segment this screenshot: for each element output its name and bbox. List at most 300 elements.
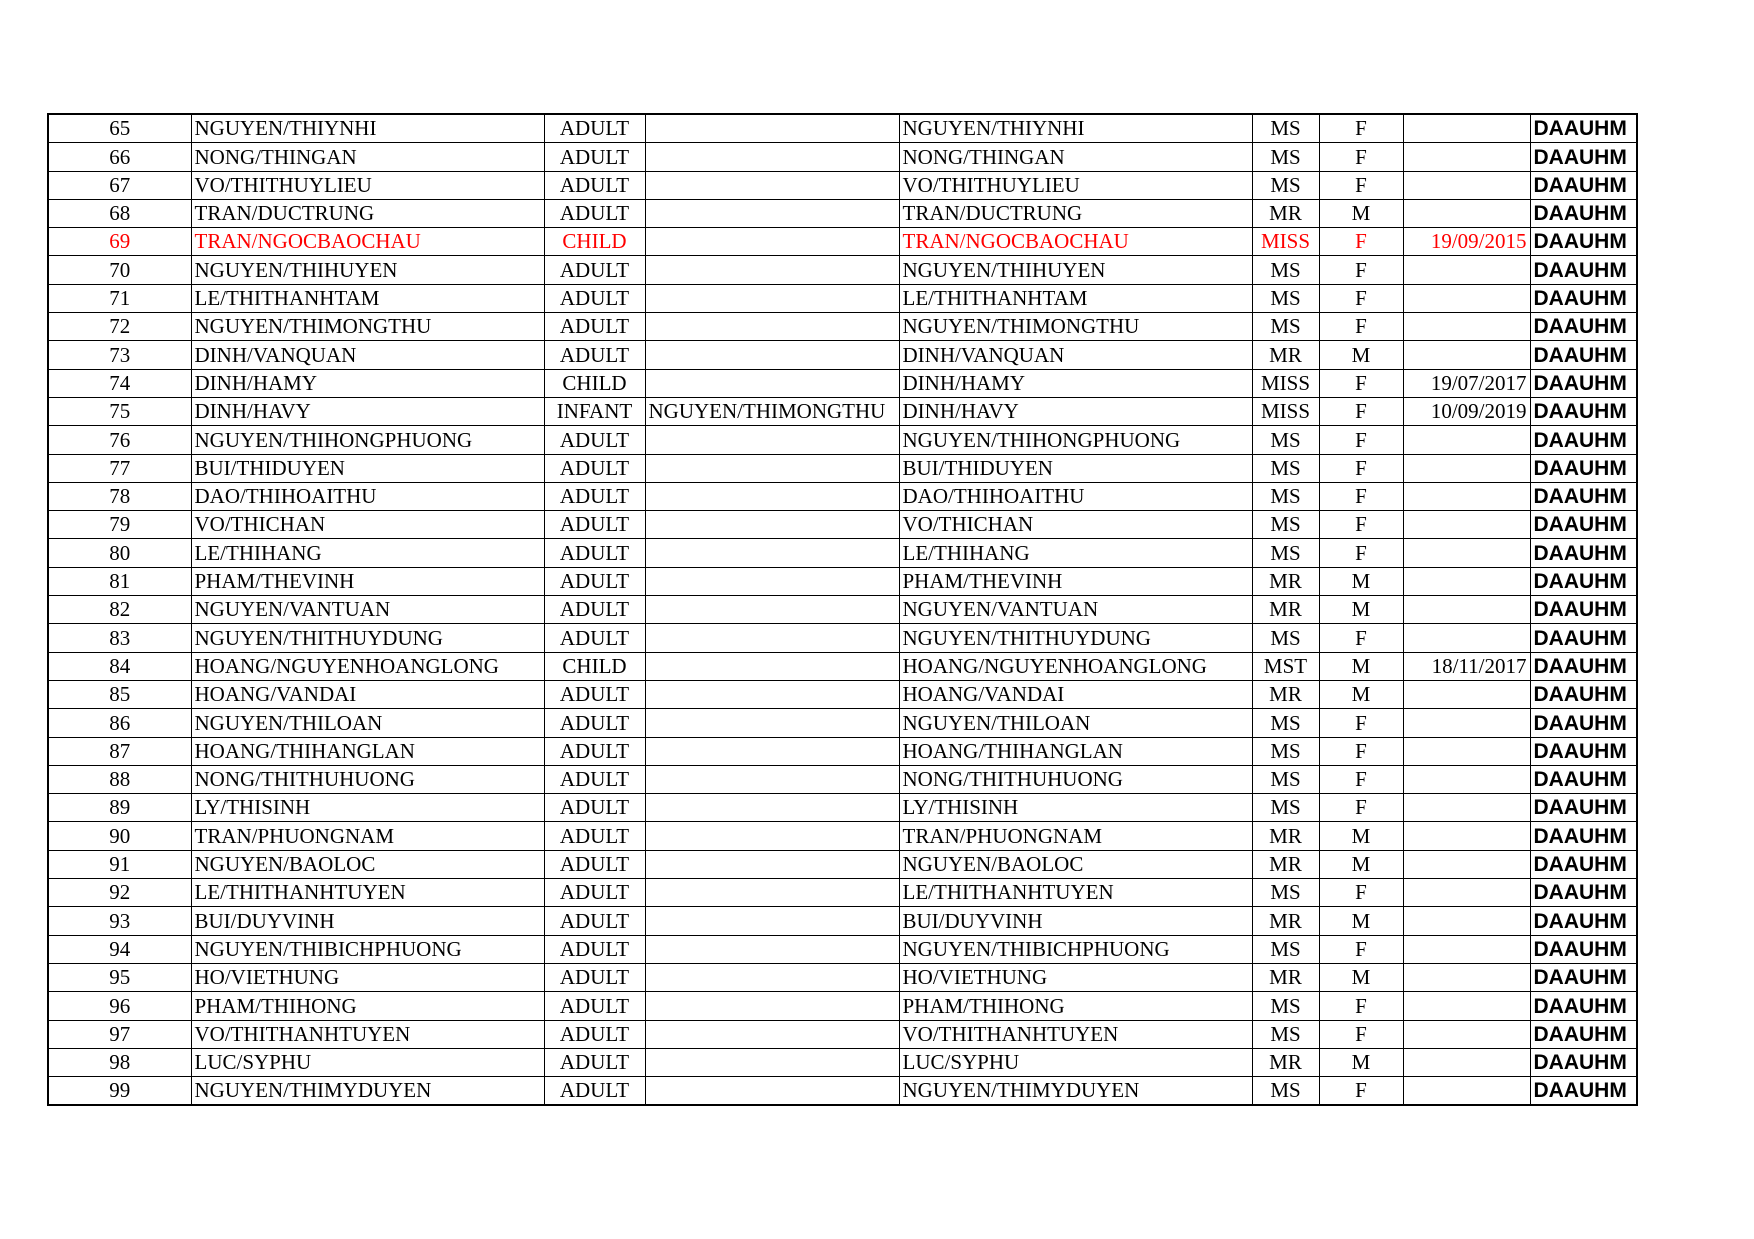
date-of-birth-cell [1403,1048,1530,1076]
passenger-gender-cell: M [1319,199,1403,227]
passenger-gender-cell: F [1319,369,1403,397]
accompanying-adult-cell [645,935,899,963]
accompanying-adult-cell [645,256,899,284]
passenger-name-repeat-cell: LE/THITHANHTUYEN [899,879,1252,907]
passenger-type-cell: ADULT [544,765,645,793]
accompanying-adult-cell [645,369,899,397]
date-of-birth-cell [1403,313,1530,341]
passenger-name-repeat-cell: DINH/HAMY [899,369,1252,397]
date-of-birth-cell [1403,341,1530,369]
table-row [48,794,1637,822]
passenger-name-repeat-cell: NGUYEN/BAOLOC [899,850,1252,878]
row-number-cell: 71 [48,284,191,312]
table-row [48,114,1637,143]
date-of-birth-cell [1403,737,1530,765]
passenger-name-repeat-cell: DINH/HAVY [899,397,1252,425]
table-row [48,567,1637,595]
table-row [48,907,1637,935]
passenger-name-repeat-cell: LE/THITHANHTAM [899,284,1252,312]
passenger-type-cell: ADULT [544,1048,645,1076]
date-of-birth-cell [1403,624,1530,652]
row-number-cell: 97 [48,1020,191,1048]
passenger-type-cell: ADULT [544,850,645,878]
passenger-gender-cell: M [1319,822,1403,850]
passenger-name-cell: VO/THICHAN [191,511,544,539]
booking-code-cell: DAAUHM [1530,511,1637,539]
table-row [48,1048,1637,1076]
table-row [48,482,1637,510]
row-number-cell: 86 [48,709,191,737]
row-number-cell: 92 [48,879,191,907]
accompanying-adult-cell [645,171,899,199]
booking-code-cell: DAAUHM [1530,397,1637,425]
passenger-table-body [48,114,1637,1105]
accompanying-adult-cell [645,539,899,567]
accompanying-adult-cell [645,454,899,482]
passenger-name-cell: LE/THITHANHTAM [191,284,544,312]
passenger-title-cell: MS [1252,256,1319,284]
passenger-name-cell: LE/THITHANHTUYEN [191,879,544,907]
table-row [48,992,1637,1020]
passenger-name-repeat-cell: LY/THISINH [899,794,1252,822]
date-of-birth-cell: 10/09/2019 [1403,397,1530,425]
accompanying-adult-cell [645,963,899,991]
date-of-birth-cell [1403,482,1530,510]
passenger-name-cell: TRAN/PHUONGNAM [191,822,544,850]
passenger-name-cell: VO/THITHUYLIEU [191,171,544,199]
booking-code-cell: DAAUHM [1530,822,1637,850]
passenger-name-cell: NGUYEN/THILOAN [191,709,544,737]
passenger-title-cell: MS [1252,879,1319,907]
row-number-cell: 69 [48,228,191,256]
booking-code-cell: DAAUHM [1530,992,1637,1020]
passenger-table [47,113,1638,1106]
date-of-birth-cell: 19/09/2015 [1403,228,1530,256]
passenger-type-cell: ADULT [544,680,645,708]
date-of-birth-cell [1403,765,1530,793]
passenger-gender-cell: F [1319,143,1403,171]
passenger-type-cell: ADULT [544,539,645,567]
passenger-name-repeat-cell: NGUYEN/THIYNHI [899,114,1252,143]
passenger-name-repeat-cell: NGUYEN/THIMYDUYEN [899,1077,1252,1106]
passenger-gender-cell: M [1319,1048,1403,1076]
passenger-name-repeat-cell: BUI/DUYVINH [899,907,1252,935]
passenger-type-cell: ADULT [544,935,645,963]
booking-code-cell: DAAUHM [1530,567,1637,595]
passenger-type-cell: CHILD [544,369,645,397]
passenger-name-cell: HOANG/NGUYENHOANGLONG [191,652,544,680]
table-row [48,822,1637,850]
row-number-cell: 88 [48,765,191,793]
passenger-type-cell: ADULT [544,482,645,510]
table-row [48,737,1637,765]
passenger-gender-cell: F [1319,737,1403,765]
passenger-gender-cell: M [1319,652,1403,680]
date-of-birth-cell [1403,963,1530,991]
passenger-name-repeat-cell: PHAM/THEVINH [899,567,1252,595]
passenger-name-repeat-cell: NGUYEN/THIBICHPHUONG [899,935,1252,963]
date-of-birth-cell [1403,680,1530,708]
passenger-name-repeat-cell: DINH/VANQUAN [899,341,1252,369]
accompanying-adult-cell [645,199,899,227]
passenger-name-repeat-cell: NGUYEN/THIHONGPHUONG [899,426,1252,454]
passenger-gender-cell: F [1319,794,1403,822]
passenger-title-cell: MR [1252,341,1319,369]
passenger-title-cell: MR [1252,850,1319,878]
accompanying-adult-cell [645,1048,899,1076]
row-number-cell: 68 [48,199,191,227]
table-row [48,284,1637,312]
accompanying-adult-cell [645,992,899,1020]
booking-code-cell: DAAUHM [1530,284,1637,312]
passenger-name-cell: DAO/THIHOAITHU [191,482,544,510]
passenger-gender-cell: F [1319,284,1403,312]
passenger-gender-cell: F [1319,539,1403,567]
passenger-gender-cell: F [1319,228,1403,256]
passenger-title-cell: MS [1252,313,1319,341]
passenger-title-cell: MR [1252,567,1319,595]
booking-code-cell: DAAUHM [1530,879,1637,907]
passenger-title-cell: MR [1252,822,1319,850]
accompanying-adult-cell [645,1020,899,1048]
booking-code-cell: DAAUHM [1530,426,1637,454]
table-row [48,454,1637,482]
passenger-title-cell: MS [1252,935,1319,963]
passenger-name-cell: NGUYEN/VANTUAN [191,596,544,624]
passenger-name-repeat-cell: VO/THICHAN [899,511,1252,539]
passenger-name-repeat-cell: BUI/THIDUYEN [899,454,1252,482]
passenger-name-repeat-cell: NGUYEN/VANTUAN [899,596,1252,624]
row-number-cell: 98 [48,1048,191,1076]
table-row [48,511,1637,539]
table-row [48,1020,1637,1048]
date-of-birth-cell [1403,143,1530,171]
table-row [48,709,1637,737]
row-number-cell: 84 [48,652,191,680]
passenger-gender-cell: F [1319,935,1403,963]
accompanying-adult-cell [645,879,899,907]
table-row [48,850,1637,878]
passenger-type-cell: ADULT [544,567,645,595]
passenger-gender-cell: M [1319,596,1403,624]
table-row [48,539,1637,567]
table-row [48,596,1637,624]
date-of-birth-cell [1403,199,1530,227]
passenger-gender-cell: F [1319,709,1403,737]
date-of-birth-cell [1403,709,1530,737]
table-row [48,199,1637,227]
accompanying-adult-cell [645,114,899,143]
passenger-type-cell: INFANT [544,397,645,425]
booking-code-cell: DAAUHM [1530,680,1637,708]
booking-code-cell: DAAUHM [1530,907,1637,935]
passenger-gender-cell: M [1319,567,1403,595]
passenger-name-repeat-cell: TRAN/PHUONGNAM [899,822,1252,850]
booking-code-cell: DAAUHM [1530,171,1637,199]
passenger-title-cell: MS [1252,511,1319,539]
passenger-gender-cell: F [1319,992,1403,1020]
booking-code-cell: DAAUHM [1530,850,1637,878]
date-of-birth-cell [1403,426,1530,454]
accompanying-adult-cell [645,1077,899,1106]
accompanying-adult-cell [645,511,899,539]
booking-code-cell: DAAUHM [1530,1077,1637,1106]
passenger-title-cell: MR [1252,199,1319,227]
row-number-cell: 78 [48,482,191,510]
passenger-gender-cell: F [1319,1020,1403,1048]
row-number-cell: 91 [48,850,191,878]
passenger-name-repeat-cell: NGUYEN/THIHUYEN [899,256,1252,284]
passenger-type-cell: ADULT [544,709,645,737]
table-row [48,171,1637,199]
date-of-birth-cell [1403,850,1530,878]
passenger-name-cell: DINH/HAMY [191,369,544,397]
row-number-cell: 99 [48,1077,191,1106]
row-number-cell: 66 [48,143,191,171]
accompanying-adult-cell [645,765,899,793]
row-number-cell: 72 [48,313,191,341]
accompanying-adult-cell [645,482,899,510]
booking-code-cell: DAAUHM [1530,256,1637,284]
row-number-cell: 67 [48,171,191,199]
passenger-name-repeat-cell: TRAN/DUCTRUNG [899,199,1252,227]
passenger-gender-cell: F [1319,397,1403,425]
booking-code-cell: DAAUHM [1530,935,1637,963]
passenger-title-cell: MS [1252,1020,1319,1048]
accompanying-adult-cell [645,596,899,624]
accompanying-adult-cell [645,624,899,652]
passenger-title-cell: MST [1252,652,1319,680]
table-row [48,313,1637,341]
booking-code-cell: DAAUHM [1530,737,1637,765]
passenger-title-cell: MS [1252,114,1319,143]
accompanying-adult-cell [645,822,899,850]
passenger-type-cell: ADULT [544,624,645,652]
date-of-birth-cell [1403,992,1530,1020]
passenger-title-cell: MS [1252,539,1319,567]
date-of-birth-cell [1403,171,1530,199]
booking-code-cell: DAAUHM [1530,199,1637,227]
booking-code-cell: DAAUHM [1530,341,1637,369]
passenger-name-repeat-cell: NGUYEN/THIMONGTHU [899,313,1252,341]
row-number-cell: 85 [48,680,191,708]
table-row [48,397,1637,425]
passenger-name-cell: PHAM/THIHONG [191,992,544,1020]
passenger-type-cell: ADULT [544,143,645,171]
passenger-name-repeat-cell: VO/THITHUYLIEU [899,171,1252,199]
row-number-cell: 70 [48,256,191,284]
row-number-cell: 81 [48,567,191,595]
passenger-title-cell: MS [1252,737,1319,765]
passenger-title-cell: MS [1252,794,1319,822]
passenger-gender-cell: F [1319,765,1403,793]
date-of-birth-cell [1403,256,1530,284]
booking-code-cell: DAAUHM [1530,539,1637,567]
passenger-title-cell: MS [1252,143,1319,171]
row-number-cell: 79 [48,511,191,539]
row-number-cell: 65 [48,114,191,143]
passenger-title-cell: MS [1252,284,1319,312]
date-of-birth-cell [1403,907,1530,935]
passenger-type-cell: ADULT [544,114,645,143]
passenger-name-repeat-cell: HOANG/NGUYENHOANGLONG [899,652,1252,680]
booking-code-cell: DAAUHM [1530,454,1637,482]
passenger-type-cell: ADULT [544,313,645,341]
passenger-gender-cell: M [1319,963,1403,991]
date-of-birth-cell: 18/11/2017 [1403,652,1530,680]
passenger-gender-cell: F [1319,313,1403,341]
passenger-title-cell: MS [1252,1077,1319,1106]
passenger-type-cell: ADULT [544,341,645,369]
passenger-title-cell: MS [1252,171,1319,199]
passenger-name-cell: HO/VIETHUNG [191,963,544,991]
passenger-name-cell: NGUYEN/THIYNHI [191,114,544,143]
passenger-name-cell: NGUYEN/THIHUYEN [191,256,544,284]
accompanying-adult-cell [645,567,899,595]
table-row [48,765,1637,793]
passenger-gender-cell: F [1319,482,1403,510]
passenger-type-cell: ADULT [544,794,645,822]
passenger-name-cell: NGUYEN/THIHONGPHUONG [191,426,544,454]
passenger-title-cell: MS [1252,765,1319,793]
accompanying-adult-cell [645,426,899,454]
passenger-name-cell: BUI/DUYVINH [191,907,544,935]
passenger-type-cell: ADULT [544,1077,645,1106]
passenger-name-cell: LE/THIHANG [191,539,544,567]
row-number-cell: 87 [48,737,191,765]
passenger-name-repeat-cell: VO/THITHANHTUYEN [899,1020,1252,1048]
row-number-cell: 95 [48,963,191,991]
table-row [48,879,1637,907]
booking-code-cell: DAAUHM [1530,963,1637,991]
passenger-type-cell: ADULT [544,963,645,991]
table-row [48,228,1637,256]
booking-code-cell: DAAUHM [1530,114,1637,143]
date-of-birth-cell [1403,539,1530,567]
passenger-gender-cell: M [1319,907,1403,935]
passenger-name-repeat-cell: DAO/THIHOAITHU [899,482,1252,510]
passenger-type-cell: CHILD [544,652,645,680]
passenger-type-cell: ADULT [544,596,645,624]
row-number-cell: 74 [48,369,191,397]
accompanying-adult-cell [645,341,899,369]
passenger-type-cell: ADULT [544,511,645,539]
passenger-name-repeat-cell: NGUYEN/THITHUYDUNG [899,624,1252,652]
row-number-cell: 80 [48,539,191,567]
row-number-cell: 94 [48,935,191,963]
row-number-cell: 73 [48,341,191,369]
passenger-type-cell: ADULT [544,822,645,850]
passenger-title-cell: MR [1252,596,1319,624]
booking-code-cell: DAAUHM [1530,228,1637,256]
passenger-gender-cell: F [1319,114,1403,143]
date-of-birth-cell: 19/07/2017 [1403,369,1530,397]
row-number-cell: 76 [48,426,191,454]
accompanying-adult-cell [645,680,899,708]
passenger-type-cell: ADULT [544,171,645,199]
passenger-title-cell: MS [1252,992,1319,1020]
date-of-birth-cell [1403,114,1530,143]
passenger-name-cell: NGUYEN/THITHUYDUNG [191,624,544,652]
booking-code-cell: DAAUHM [1530,1020,1637,1048]
passenger-name-repeat-cell: NGUYEN/THILOAN [899,709,1252,737]
table-row [48,680,1637,708]
date-of-birth-cell [1403,454,1530,482]
passenger-name-repeat-cell: HO/VIETHUNG [899,963,1252,991]
date-of-birth-cell [1403,596,1530,624]
table-row [48,341,1637,369]
passenger-gender-cell: F [1319,624,1403,652]
accompanying-adult-cell [645,143,899,171]
table-row [48,426,1637,454]
passenger-title-cell: MISS [1252,228,1319,256]
passenger-name-repeat-cell: NONG/THINGAN [899,143,1252,171]
passenger-gender-cell: M [1319,680,1403,708]
passenger-name-cell: DINH/HAVY [191,397,544,425]
accompanying-adult-cell [645,228,899,256]
passenger-title-cell: MR [1252,907,1319,935]
booking-code-cell: DAAUHM [1530,709,1637,737]
passenger-name-repeat-cell: PHAM/THIHONG [899,992,1252,1020]
passenger-name-repeat-cell: NONG/THITHUHUONG [899,765,1252,793]
row-number-cell: 90 [48,822,191,850]
row-number-cell: 75 [48,397,191,425]
passenger-type-cell: ADULT [544,284,645,312]
booking-code-cell: DAAUHM [1530,143,1637,171]
booking-code-cell: DAAUHM [1530,765,1637,793]
passenger-name-cell: TRAN/NGOCBAOCHAU [191,228,544,256]
passenger-name-cell: NONG/THINGAN [191,143,544,171]
passenger-title-cell: MR [1252,963,1319,991]
accompanying-adult-cell [645,794,899,822]
booking-code-cell: DAAUHM [1530,369,1637,397]
passenger-type-cell: ADULT [544,907,645,935]
booking-code-cell: DAAUHM [1530,794,1637,822]
accompanying-adult-cell [645,284,899,312]
passenger-name-cell: NGUYEN/THIMONGTHU [191,313,544,341]
passenger-type-cell: CHILD [544,228,645,256]
passenger-gender-cell: F [1319,171,1403,199]
passenger-title-cell: MR [1252,1048,1319,1076]
passenger-type-cell: ADULT [544,737,645,765]
passenger-gender-cell: F [1319,879,1403,907]
passenger-type-cell: ADULT [544,992,645,1020]
passenger-title-cell: MISS [1252,397,1319,425]
accompanying-adult-cell [645,907,899,935]
passenger-name-repeat-cell: HOANG/VANDAI [899,680,1252,708]
passenger-gender-cell: F [1319,426,1403,454]
date-of-birth-cell [1403,284,1530,312]
passenger-title-cell: MS [1252,624,1319,652]
passenger-name-cell: HOANG/VANDAI [191,680,544,708]
date-of-birth-cell [1403,567,1530,595]
row-number-cell: 89 [48,794,191,822]
passenger-name-cell: HOANG/THIHANGLAN [191,737,544,765]
passenger-name-cell: NGUYEN/BAOLOC [191,850,544,878]
passenger-name-repeat-cell: TRAN/NGOCBAOCHAU [899,228,1252,256]
table-row [48,256,1637,284]
row-number-cell: 93 [48,907,191,935]
booking-code-cell: DAAUHM [1530,652,1637,680]
table-row [48,1077,1637,1106]
passenger-title-cell: MS [1252,482,1319,510]
passenger-type-cell: ADULT [544,426,645,454]
passenger-gender-cell: F [1319,454,1403,482]
passenger-gender-cell: M [1319,850,1403,878]
passenger-title-cell: MISS [1252,369,1319,397]
row-number-cell: 82 [48,596,191,624]
date-of-birth-cell [1403,935,1530,963]
